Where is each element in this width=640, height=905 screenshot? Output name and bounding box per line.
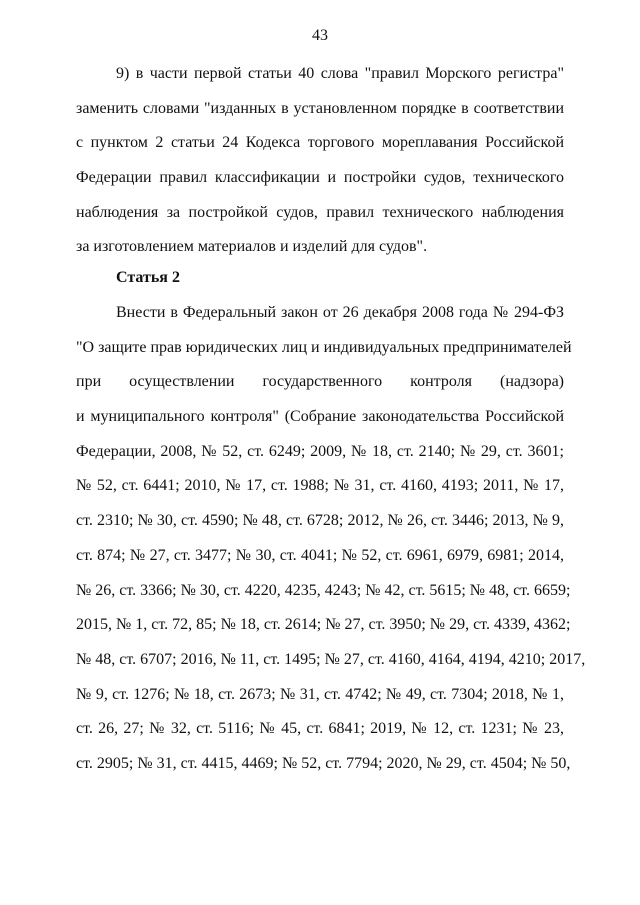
text-line: ст. 2310; № 30, ст. 4590; № 48, ст. 6728; 2012, № 26, ст. 3446; 2013, № 9, bbox=[76, 512, 564, 530]
article-heading: Статья 2 bbox=[116, 269, 180, 286]
text-line: за изготовлением материалов и изделий для судов". bbox=[76, 238, 428, 256]
text-line: ст. 2905; № 31, ст. 4415, 4469; № 52, ст. 7794; 2020, № 29, ст. 4504; № 50, bbox=[76, 754, 571, 772]
text-line: 9) в части первой статьи 40 слова "правил Морского регистра" bbox=[116, 65, 564, 82]
text-line: Федерации, 2008, № 52, ст. 6249; 2009, № 18, ст. 2140; № 29, ст. 3601; bbox=[76, 442, 564, 460]
text-line: № 9, ст. 1276; № 18, ст. 2673; № 31, ст. 4742; № 49, ст. 7304; 2018, № 1, bbox=[76, 685, 564, 703]
text-line: при осуществлении государственного контроля (надзора) bbox=[76, 373, 564, 391]
text-line: ст. 874; № 27, ст. 3477; № 30, ст. 4041; № 52, ст. 6961, 6979, 6981; 2014, bbox=[76, 546, 564, 564]
text-line: ст. 26, 27; № 32, ст. 5116; № 45, ст. 6841; 2019, № 12, ст. 1231; № 23, bbox=[76, 720, 564, 738]
text-line: с пунктом 2 статьи 24 Кодекса торгового мореплавания Российской bbox=[76, 134, 564, 152]
text-line: "О защите прав юридических лиц и индивидуальных предпринимателей bbox=[76, 338, 572, 356]
text-line: заменить словами "изданных в установленном порядке в соответствии bbox=[76, 99, 564, 117]
text-line: 2015, № 1, ст. 72, 85; № 18, ст. 2614; № 27, ст. 3950; № 29, ст. 4339, 4362; bbox=[76, 616, 571, 634]
text-line: Федерации правил классификации и постройки судов, технического bbox=[76, 169, 564, 187]
text-line: № 48, ст. 6707; 2016, № 11, ст. 1495; № 27, ст. 4160, 4164, 4194, 4210; 2017, bbox=[76, 650, 586, 668]
text-line: № 26, ст. 3366; № 30, ст. 4220, 4235, 4243; № 42, ст. 5615; № 48, ст. 6659; bbox=[76, 581, 571, 599]
page-number: 43 bbox=[312, 27, 328, 44]
text-line: Внести в Федеральный закон от 26 декабря 2008 года № 294-ФЗ bbox=[116, 304, 564, 321]
text-line: и муниципального контроля" (Собрание законодательства Российской bbox=[76, 408, 564, 426]
text-line: № 52, ст. 6441; 2010, № 17, ст. 1988; № 31, ст. 4160, 4193; 2011, № 17, bbox=[76, 477, 564, 495]
paragraph-amendment-9 bbox=[76, 64, 564, 272]
paragraph-article-2 bbox=[76, 303, 586, 789]
text-line: наблюдения за постройкой судов, правил технического наблюдения bbox=[76, 203, 564, 221]
